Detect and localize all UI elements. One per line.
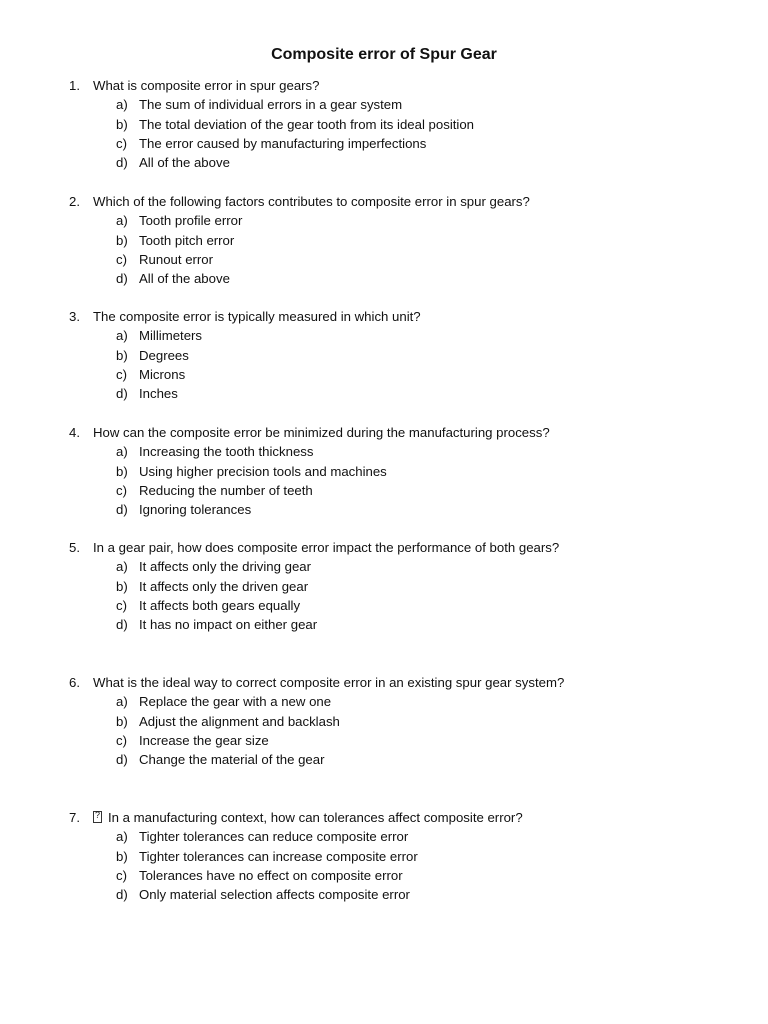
option-item [0, 596, 768, 615]
option-text: Runout error [139, 251, 214, 267]
option-item [0, 269, 768, 288]
option-text: It has no impact on either gear [139, 617, 318, 633]
option-item [0, 211, 768, 230]
question-number: 4. [69, 425, 80, 440]
question-text: In a gear pair, how does composite error impact the performance of both gears? [93, 540, 560, 555]
option-text: Microns [139, 366, 186, 382]
question-1 [0, 76, 768, 172]
question-number: 1. [69, 78, 80, 93]
option-item [0, 346, 768, 365]
option-letter: b) [116, 713, 128, 729]
question-number: 2. [69, 194, 80, 209]
option-text: Tooth profile error [139, 213, 243, 229]
question-line [0, 423, 768, 442]
option-text: Reducing the number of teeth [139, 482, 313, 498]
option-item [0, 615, 768, 634]
option-letter: d) [116, 155, 128, 171]
option-text: Adjust the alignment and backlash [139, 713, 340, 729]
option-letter: a) [116, 328, 128, 344]
option-letter: b) [116, 463, 128, 479]
question-5 [0, 538, 768, 634]
option-letter: d) [116, 386, 128, 402]
option-text: It affects only the driving gear [139, 559, 312, 575]
option-text: Inches [139, 386, 178, 402]
option-text: Increase the gear size [139, 732, 269, 748]
question-text: Which of the following factors contributes to composite error in spur gears? [93, 194, 530, 209]
question-2 [0, 192, 768, 288]
option-text: Tighter tolerances can increase composite error [139, 848, 418, 864]
option-letter: d) [116, 887, 128, 903]
option-letter: d) [116, 617, 128, 633]
option-letter: d) [116, 502, 128, 518]
option-letter: a) [116, 694, 128, 710]
option-text: Tooth pitch error [139, 232, 235, 248]
option-letter: a) [116, 559, 128, 575]
question-line [0, 307, 768, 326]
missing-glyph-icon [93, 811, 102, 823]
option-item [0, 827, 768, 846]
option-letter: c) [116, 366, 127, 382]
question-number: 7. [69, 810, 80, 825]
option-item [0, 442, 768, 461]
option-item [0, 692, 768, 711]
option-text: All of the above [139, 155, 230, 171]
question-number: 5. [69, 540, 80, 555]
option-letter: b) [116, 347, 128, 363]
question-3 [0, 307, 768, 403]
option-letter: b) [116, 848, 128, 864]
option-item [0, 847, 768, 866]
option-text: Only material selection affects composite error [139, 887, 410, 903]
question-text: What is the ideal way to correct composite error in an existing spur gear system? [93, 675, 565, 690]
question-6 [0, 673, 768, 769]
option-item [0, 134, 768, 153]
option-letter: a) [116, 213, 128, 229]
option-letter: b) [116, 116, 128, 132]
question-line [0, 538, 768, 557]
question-text: The composite error is typically measured in which unit? [93, 309, 421, 324]
option-letter: d) [116, 752, 128, 768]
option-item [0, 115, 768, 134]
option-letter: b) [116, 232, 128, 248]
question-line [0, 673, 768, 692]
option-letter: a) [116, 444, 128, 460]
option-item [0, 577, 768, 596]
option-item [0, 866, 768, 885]
option-item [0, 731, 768, 750]
option-letter: c) [116, 867, 127, 883]
option-item [0, 750, 768, 769]
question-line [0, 76, 768, 95]
question-line [0, 192, 768, 211]
option-text: Millimeters [139, 328, 203, 344]
question-text: What is composite error in spur gears? [93, 78, 320, 93]
option-letter: a) [116, 829, 128, 845]
option-text: The total deviation of the gear tooth from its ideal position [139, 116, 475, 132]
question-4 [0, 423, 768, 519]
option-letter: c) [116, 482, 127, 498]
option-text: All of the above [139, 271, 230, 287]
option-text: It affects both gears equally [139, 597, 301, 613]
option-item [0, 365, 768, 384]
question-text: In a manufacturing context, how can tolerances affect composite error? [108, 810, 523, 825]
option-letter: c) [116, 251, 127, 267]
option-item [0, 462, 768, 481]
question-7 [0, 808, 768, 904]
question-number: 6. [69, 675, 80, 690]
question-text-wrapper [93, 808, 523, 827]
option-item [0, 481, 768, 500]
page-title: Composite error of Spur Gear [271, 46, 497, 63]
question-line [0, 808, 768, 827]
option-item [0, 231, 768, 250]
option-item [0, 885, 768, 904]
option-text: Degrees [139, 347, 189, 363]
option-text: It affects only the driven gear [139, 578, 309, 594]
option-item [0, 712, 768, 731]
option-item [0, 557, 768, 576]
option-item [0, 250, 768, 269]
option-text: Increasing the tooth thickness [139, 444, 314, 460]
option-item [0, 326, 768, 345]
option-text: Replace the gear with a new one [139, 694, 332, 710]
option-item [0, 95, 768, 114]
option-text: Tolerances have no effect on composite error [139, 867, 403, 883]
option-letter: c) [116, 597, 127, 613]
option-text: The error caused by manufacturing imperfections [139, 135, 427, 151]
option-item [0, 500, 768, 519]
option-item [0, 384, 768, 403]
option-letter: c) [116, 732, 127, 748]
option-letter: d) [116, 271, 128, 287]
option-text: The sum of individual errors in a gear system [139, 97, 403, 113]
option-letter: a) [116, 97, 128, 113]
option-text: Change the material of the gear [139, 752, 325, 768]
option-letter: c) [116, 135, 127, 151]
question-number: 3. [69, 309, 80, 324]
option-letter: b) [116, 578, 128, 594]
option-text: Ignoring tolerances [139, 502, 252, 518]
option-item [0, 153, 768, 172]
option-text: Using higher precision tools and machines [139, 463, 387, 479]
question-text: How can the composite error be minimized during the manufacturing process? [93, 425, 550, 440]
option-text: Tighter tolerances can reduce composite error [139, 829, 409, 845]
